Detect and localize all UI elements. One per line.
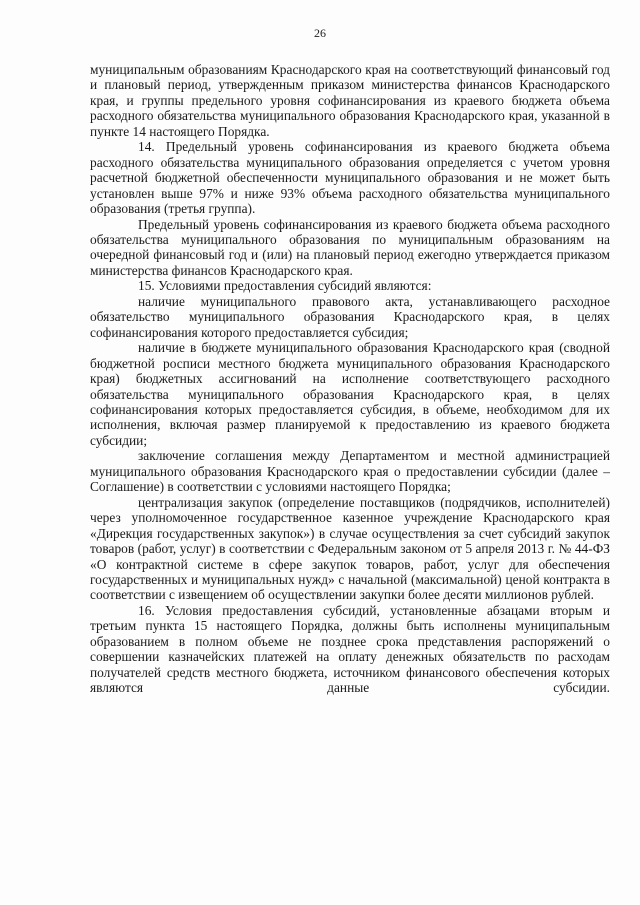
paragraph: наличие в бюджете муниципального образования Краснодарского края (сводной бюджетной росписи местного бюджета муниципального образования Краснодарского края) бюджетных ассигнований на исполнение соответствующего расходного обязательства муниципального образования Краснодарского края, в целях софинансирования которых предоставляется субсидия, в объеме, необходимом для их исполнения, включая размер планируемой к предоставлению из краевого бюджета субсидии; [90,340,610,448]
paragraph: централизация закупок (определение поставщиков (подрядчиков, исполнителей) через уполномоченное государственное казенное учреждение Краснодарского края «Дирекция государственных закупок») в случае осуществления за счет субсидий закупок товаров (работ, услуг) в соответствии с Федеральным законом от 5 апреля 2013 г. № 44-ФЗ «О контрактной системе в сфере закупок товаров, работ, услуг для обеспечения государственных и муниципальных нужд» с начальной (максимальной) ценой контракта в соответствии с извещением об осуществлении закупки более десяти миллионов рублей. [90,494,610,603]
paragraph: наличие муниципального правового акта, устанавливающего расходное обязательство муниципального образования Краснодарского края, в целях софинансирования которого предоставляется субсидия; [90,293,610,340]
paragraph: муниципальным образованиям Краснодарского края на соответствующий финансовый год и плановый период, утвержденным приказом министерства финансов Краснодарского края, и группы предельного уровня софинансирования из краевого бюджета объема расходного обязательства муниципального образования Краснодарского края, указанной в пункте 14 настоящего Порядка. [90,62,610,139]
paragraph: заключение соглашения между Департаментом и местной администрацией муниципального образования Краснодарского края о предоставлении субсидии (далее – Соглашение) в соответствии с условиями настоящего Порядка; [90,448,610,495]
page-number: 26 [314,26,326,40]
paragraph: 14. Предельный уровень софинансирования из краевого бюджета объема расходного обязательства муниципального образования определяется с учетом уровня расчетной бюджетной обеспеченности муниципального образования и не может быть установлен выше 97% и ниже 93% объема расходного обязательства муниципального образования (третья группа). [90,139,610,217]
paragraph: 16. Условия предоставления субсидий, установленные абзацами вторым и третьим пункта 15 настоящего Порядка, должны быть исполнены муниципальным образованием в полном объеме не позднее срока представления распоряжений о совершении казначейских платежей на оплату денежных обязательств по расходам получателей средств местного бюджета, источником финансового обеспечения которых являются данные субсидии. [90,602,610,696]
paragraph: 15. Условиями предоставления субсидий являются: [138,278,432,294]
paragraph: Предельный уровень софинансирования из краевого бюджета объема расходного обязательства муниципального образования по муниципальным образованиям на очередной финансовый год и (или) на плановый период ежегодно утверждается приказом министерства финансов Краснодарского края. [90,216,610,278]
document-text [90,62,610,696]
